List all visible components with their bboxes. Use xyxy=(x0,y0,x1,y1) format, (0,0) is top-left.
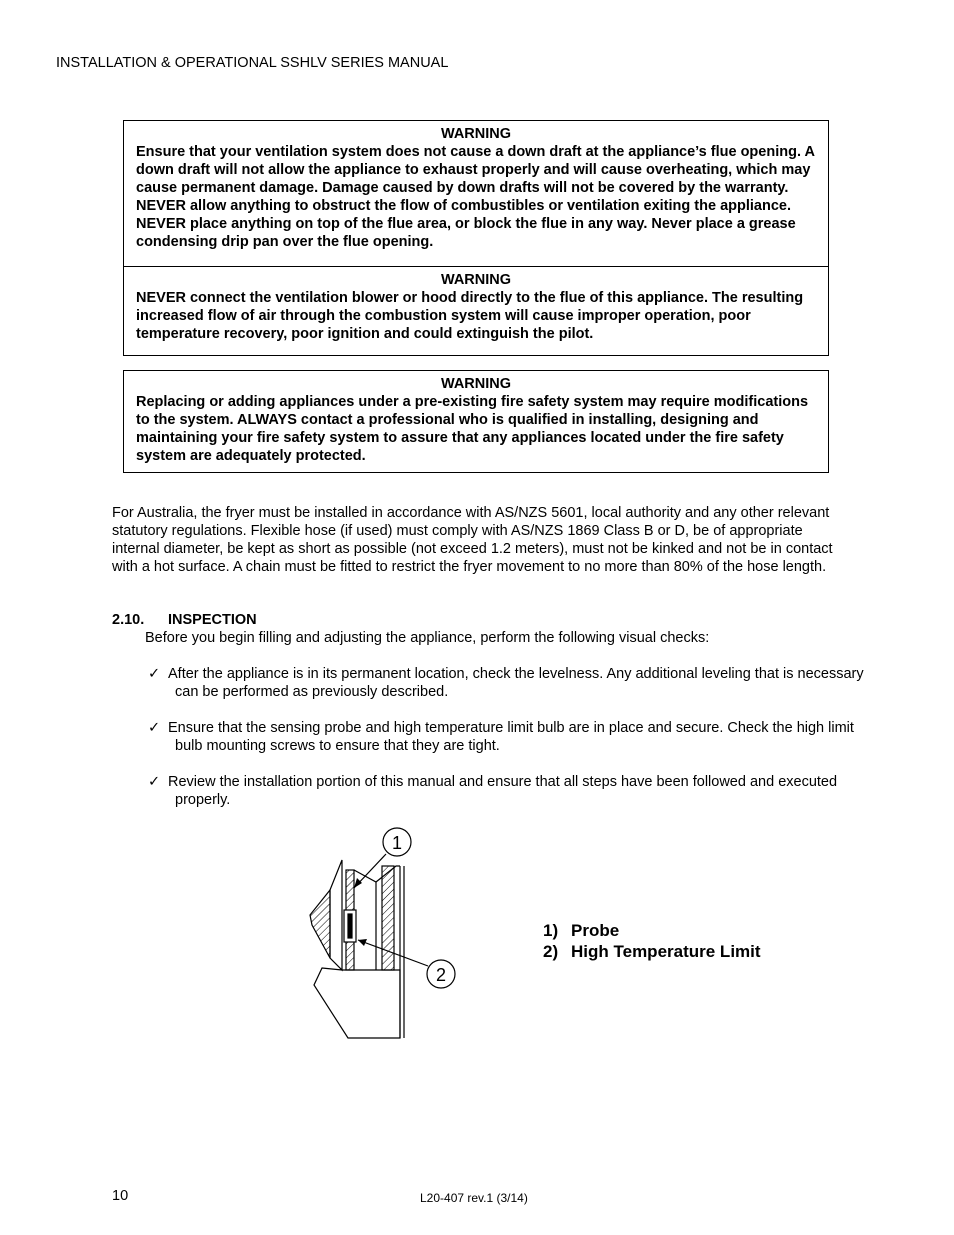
warning-text: NEVER connect the ventilation blower or hood directly to the flue of this appliance. The resulting increased flow of air through the combustion system will cause improper operation, poor temperature recovery, poor ignition and could extinguish the pilot. xyxy=(136,290,804,342)
callout-number: 2 xyxy=(435,965,447,985)
legend-item xyxy=(543,941,761,962)
warning-title: WARNING xyxy=(440,376,512,392)
legend-number: 1) xyxy=(543,921,559,940)
section-intro: Before you begin filling and adjusting the appliance, perform the following visual checks: xyxy=(145,630,710,646)
checkmark-icon: ✓ xyxy=(148,666,161,682)
warning-box-blower xyxy=(123,266,829,356)
warning-box-ventilation xyxy=(123,120,829,267)
legend-number: 2) xyxy=(543,942,559,961)
warning-title: WARNING xyxy=(440,126,512,142)
checkmark-icon: ✓ xyxy=(148,720,161,736)
page-number: 10 xyxy=(112,1188,129,1204)
callout-number: 1 xyxy=(391,833,403,853)
page-header: INSTALLATION & OPERATIONAL SSHLV SERIES MANUAL xyxy=(56,55,449,71)
check-item-text: After the appliance is in its permanent location, check the levelness. Any additional leveling that is necessary can be performed as previously described. xyxy=(168,666,864,700)
warning-text: Replacing or adding appliances under a pre-existing fire safety system may require modifications to the system. ALWAYS contact a professional who is qualified in installing, designing and maintaining your fire safety system to assure that any appliances located under the fire safety system are adequately protected. xyxy=(136,394,809,464)
warning-title: WARNING xyxy=(440,272,512,288)
section-heading xyxy=(112,612,257,628)
legend-label: High Temperature Limit xyxy=(571,942,761,961)
australia-paragraph: For Australia, the fryer must be installed in accordance with AS/NZS 5601, local authority and any other relevant statutory regulations. Flexible hose (if used) must comply with AS/NZS 1869 Class B or D, be of appropriate internal diameter, be kept as short as possible (not exceed 1.2 meters), must not be kinked and not be in contact with a hot surface. A chain must be fitted to restrict the fryer movement to no more than 80% of the hose length. xyxy=(112,505,833,575)
check-item-text: Ensure that the sensing probe and high temperature limit bulb are in place and secure. Check the high limit bulb mounting screws to ensure that they are tight. xyxy=(168,720,854,754)
diagram-legend xyxy=(543,920,761,962)
probe-diagram xyxy=(300,820,470,1042)
legend-label: Probe xyxy=(571,921,620,940)
check-item xyxy=(148,665,865,701)
warning-box-fire-safety xyxy=(123,370,829,473)
section-number: 2.10. xyxy=(112,612,145,628)
checkmark-icon: ✓ xyxy=(148,774,161,790)
document-code: L20-407 rev.1 (3/14) xyxy=(420,1191,528,1205)
check-item xyxy=(148,719,865,755)
section-title: INSPECTION xyxy=(168,612,257,628)
warning-text: Ensure that your ventilation system does not cause a down draft at the appliance’s flue opening. A down draft will not allow the appliance to exhaust properly and will cause overheating, which may cause permanent damage. Damage caused by down drafts will not be covered by the warranty. NEVER allow anything to obstruct the flow of combustibles or ventilation exiting the appliance. NEVER place anything on top of the flue area, or block the flue in any way. Never place a grease condensing drip pan over the flue opening. xyxy=(136,144,815,250)
legend-item xyxy=(543,920,761,941)
check-item xyxy=(148,773,865,809)
check-item-text: Review the installation portion of this manual and ensure that all steps have been followed and executed properly. xyxy=(168,774,838,808)
